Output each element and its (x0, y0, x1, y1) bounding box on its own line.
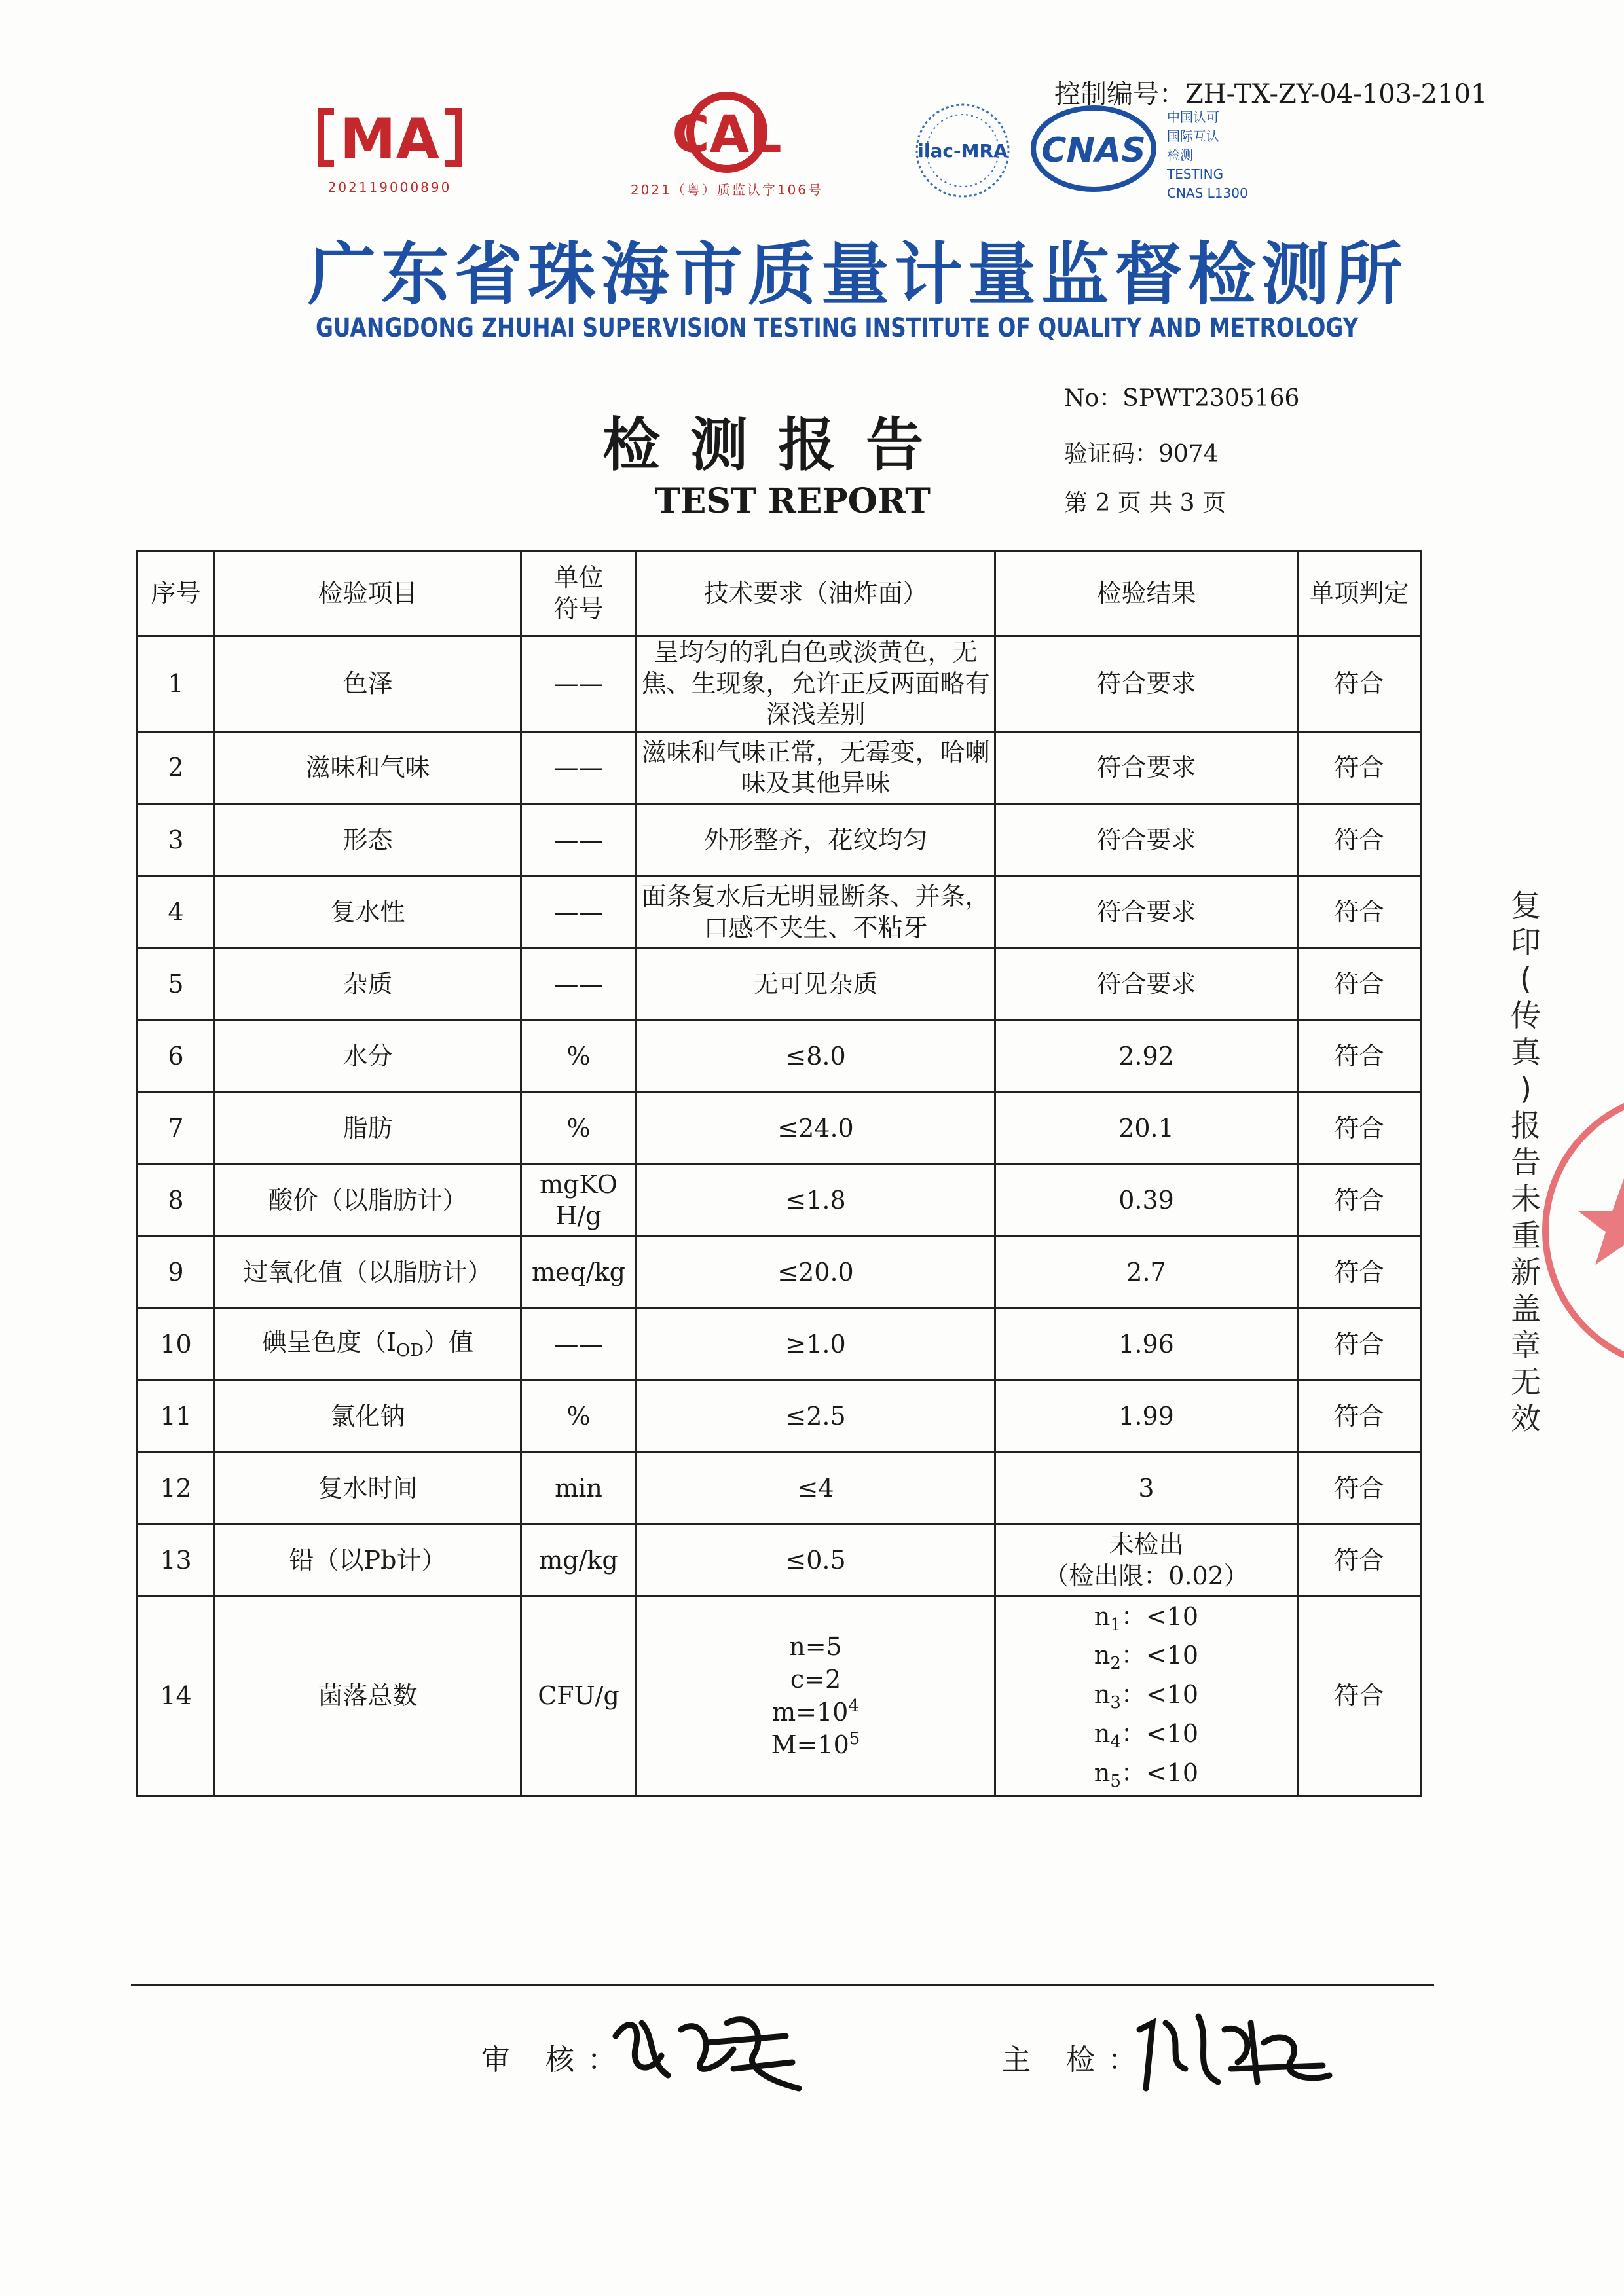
row-unit: —— (521, 1309, 637, 1381)
cnas-side-line: CNAS L1300 (1167, 185, 1248, 201)
row-req-line: c=2 (790, 1664, 841, 1694)
row-unit: —— (521, 732, 637, 805)
row-unit: mg/kg (521, 1525, 637, 1597)
row-item: 杂质 (215, 949, 521, 1021)
row-result: 2.7 (995, 1237, 1298, 1309)
row-item: 滋味和气味 (215, 732, 521, 805)
row-req: ≤1.8 (637, 1165, 995, 1237)
row-unit: —— (521, 877, 637, 949)
row-judge: 符合 (1298, 1237, 1421, 1309)
row-req: ≤24.0 (637, 1093, 995, 1165)
table-row (138, 1165, 1421, 1237)
table-row (138, 877, 1421, 949)
row-result: 符合要求 (995, 949, 1298, 1021)
row-req: 无可见杂质 (637, 949, 995, 1021)
row-item: 水分 (215, 1021, 521, 1093)
header-result: 检验结果 (995, 551, 1298, 636)
row-no: 8 (138, 1165, 215, 1237)
row-result: 0.39 (995, 1165, 1298, 1237)
row-result-text: n (1094, 1719, 1111, 1748)
row-no: 10 (138, 1309, 215, 1381)
row-req-line (641, 1728, 990, 1761)
row-result: 符合要求 (995, 732, 1298, 805)
table-row (138, 1597, 1421, 1796)
row-unit: % (521, 1021, 637, 1093)
verification-code: 验证码：9074 (1064, 441, 1219, 467)
row-req: ≤8.0 (637, 1021, 995, 1093)
row-judge: 符合 (1298, 1309, 1421, 1381)
row-result (995, 1525, 1298, 1597)
ilac-mra-logo (907, 98, 1018, 203)
row-result-line (1000, 1755, 1293, 1795)
cma-logo-text: MA (339, 107, 440, 172)
row-item-text: 碘呈色度（I (261, 1328, 396, 1357)
notice-char: ( (1520, 961, 1532, 996)
notice-char: 告 (1511, 1144, 1541, 1180)
inspector-signature (1126, 2003, 1342, 2102)
row-item: 形态 (215, 805, 521, 877)
row-req-line (641, 1696, 990, 1728)
row-no: 4 (138, 877, 215, 949)
row-judge: 符合 (1298, 877, 1421, 949)
cal-logo-text: CAL (672, 105, 782, 164)
row-req: 外形整齐，花纹均匀 (637, 805, 995, 877)
row-result-subscript: 3 (1110, 1693, 1121, 1713)
row-item: 菌落总数 (215, 1597, 521, 1796)
cnas-side-line: TESTING (1167, 166, 1224, 182)
row-req-superscript: 5 (849, 1729, 860, 1749)
notice-char: 重 (1511, 1218, 1541, 1253)
row-result-text: ：<10 (1120, 1680, 1199, 1709)
row-result-text: n (1094, 1758, 1111, 1787)
cnas-side-line: 检测 (1167, 147, 1193, 163)
header-item: 检验项目 (215, 551, 521, 636)
institute-name-cn: 广东省珠海市质量计量监督检测所 (308, 234, 1409, 314)
row-req: 滋味和气味正常，无霉变，哈喇味及其他异味 (637, 732, 995, 805)
row-judge: 符合 (1298, 1597, 1421, 1796)
table-row (138, 732, 1421, 805)
table-row (138, 1309, 1421, 1381)
row-result-text: n (1094, 1601, 1111, 1631)
row-result-text: n (1094, 1641, 1111, 1670)
table-row (138, 1525, 1421, 1597)
row-req: 面条复水后无明显断条、并条，口感不夹生、不粘牙 (637, 877, 995, 949)
table-row (138, 1093, 1421, 1165)
row-result-line (1000, 1637, 1293, 1677)
row-req: ≥1.0 (637, 1309, 995, 1381)
row-result-line (1000, 1716, 1293, 1755)
row-result-subscript: 2 (1110, 1654, 1121, 1674)
row-item: 复水性 (215, 877, 521, 949)
cnas-logo (1028, 101, 1270, 206)
header-req: 技术要求（油炸面） (637, 551, 995, 636)
table-row (138, 1021, 1421, 1093)
cma-number: 202119000890 (327, 179, 452, 195)
row-result-line: （检出限：0.02） (1044, 1561, 1249, 1590)
row-no: 7 (138, 1093, 215, 1165)
header-unit (521, 551, 637, 636)
row-req (637, 1597, 995, 1796)
row-result-subscript: 5 (1110, 1771, 1121, 1791)
cma-logo (308, 98, 471, 203)
row-unit: % (521, 1093, 637, 1165)
test-results-table (136, 550, 1422, 1797)
notice-char: 盖 (1511, 1291, 1541, 1326)
notice-char: 复 (1511, 888, 1541, 923)
reviewer-signature (602, 1997, 819, 2102)
table-row (138, 949, 1421, 1021)
signature-divider (131, 1984, 1434, 1986)
row-result-line (1000, 1599, 1293, 1638)
row-result: 符合要求 (995, 805, 1298, 877)
cnas-text: CNAS (1041, 131, 1146, 170)
cnas-side-line: 国际互认 (1167, 128, 1219, 144)
header-judge: 单项判定 (1298, 551, 1421, 636)
table-row (138, 1237, 1421, 1309)
row-result-text: ：<10 (1120, 1601, 1199, 1631)
row-req: ≤2.5 (637, 1381, 995, 1453)
row-result-subscript: 4 (1110, 1732, 1121, 1752)
row-req-line: n=5 (789, 1632, 842, 1662)
row-req-superscript: 4 (848, 1696, 859, 1716)
row-result: 2.92 (995, 1021, 1298, 1093)
row-unit: —— (521, 636, 637, 732)
header-no: 序号 (138, 551, 215, 636)
row-result: 20.1 (995, 1093, 1298, 1165)
notice-char: 新 (1511, 1254, 1541, 1290)
notice-char: 真 (1511, 1034, 1541, 1070)
notice-char: 传 (1511, 998, 1541, 1033)
row-judge: 符合 (1298, 1165, 1421, 1237)
row-req: 呈均匀的乳白色或淡黄色，无焦、生现象，允许正反两面略有深浅差别 (637, 636, 995, 732)
row-no: 13 (138, 1525, 215, 1597)
report-title-en: TEST REPORT (655, 481, 931, 521)
row-no: 2 (138, 732, 215, 805)
row-no: 9 (138, 1237, 215, 1309)
row-result-text: n (1094, 1680, 1111, 1709)
cnas-side-text (1167, 108, 1248, 203)
row-no: 6 (138, 1021, 215, 1093)
row-judge: 符合 (1298, 1093, 1421, 1165)
row-judge: 符合 (1298, 805, 1421, 877)
row-judge: 符合 (1298, 1453, 1421, 1525)
row-no: 3 (138, 805, 215, 877)
row-result: 3 (995, 1453, 1298, 1525)
row-result-text: ：<10 (1120, 1641, 1199, 1670)
row-item: 酸价（以脂肪计） (215, 1165, 521, 1237)
official-seal (1486, 1048, 1624, 1388)
row-unit: —— (521, 805, 637, 877)
row-no: 14 (138, 1597, 215, 1796)
row-unit: —— (521, 949, 637, 1021)
row-req: ≤20.0 (637, 1237, 995, 1309)
cnas-side-line: 中国认可 (1167, 109, 1219, 125)
row-item: 铅（以Pb计） (215, 1525, 521, 1597)
inspector-label: 主 检： (1002, 2043, 1150, 2077)
row-result: 符合要求 (995, 877, 1298, 949)
row-judge: 符合 (1298, 1021, 1421, 1093)
header-unit-line1: 单位 (553, 563, 604, 592)
row-unit: mgKOH/g (521, 1165, 637, 1237)
page-indicator: 第 2 页 共 3 页 (1064, 490, 1227, 517)
institute-name-en: GUANGDONG ZHUHAI SUPERVISION TESTING INSTITUTE OF QUALITY AND METROLOGY (316, 313, 1359, 343)
row-result: 1.99 (995, 1381, 1298, 1453)
notice-char: 未 (1511, 1181, 1541, 1216)
row-result (995, 1597, 1298, 1796)
row-result-subscript: 1 (1110, 1614, 1121, 1635)
row-unit: min (521, 1453, 637, 1525)
notice-char: 印 (1511, 924, 1541, 960)
row-result: 符合要求 (995, 636, 1298, 732)
row-no: 1 (138, 636, 215, 732)
row-unit: % (521, 1381, 637, 1453)
row-judge: 符合 (1298, 1381, 1421, 1453)
reviewer-label: 审 核： (481, 2043, 629, 2077)
table-row (138, 805, 1421, 877)
notice-char: ) (1520, 1071, 1532, 1106)
row-item: 脂肪 (215, 1093, 521, 1165)
notice-char: 报 (1511, 1108, 1541, 1143)
row-no: 12 (138, 1453, 215, 1525)
notice-char: 章 (1511, 1328, 1541, 1363)
table-header-row (138, 551, 1421, 636)
row-result-text: ：<10 (1120, 1719, 1199, 1748)
notice-char: 效 (1511, 1401, 1541, 1436)
cal-number: 2021（粤）质监认字106号 (630, 182, 824, 198)
row-result-line: 未检出 (1109, 1530, 1184, 1559)
row-unit: CFU/g (521, 1597, 637, 1796)
row-item (215, 1309, 521, 1381)
row-item-subscript: OD (396, 1341, 424, 1361)
ilac-text: ilac-MRA (917, 140, 1008, 162)
row-item: 复水时间 (215, 1453, 521, 1525)
row-item: 过氧化值（以脂肪计） (215, 1237, 521, 1309)
report-number: No：SPWT2305166 (1064, 385, 1300, 412)
row-item: 色泽 (215, 636, 521, 732)
row-req: ≤4 (637, 1453, 995, 1525)
notice-char: 无 (1511, 1364, 1541, 1400)
row-unit: meq/kg (521, 1237, 637, 1309)
row-no: 5 (138, 949, 215, 1021)
row-result-text: ：<10 (1120, 1758, 1199, 1787)
row-req: ≤0.5 (637, 1525, 995, 1597)
cal-logo (583, 92, 871, 210)
row-judge: 符合 (1298, 636, 1421, 732)
row-result: 1.96 (995, 1309, 1298, 1381)
table-row (138, 1453, 1421, 1525)
row-item: 氯化钠 (215, 1381, 521, 1453)
row-judge: 符合 (1298, 949, 1421, 1021)
table-row (138, 636, 1421, 732)
row-judge: 符合 (1298, 1525, 1421, 1597)
row-item-text: ）值 (424, 1328, 474, 1357)
control-number: 控制编号：ZH-TX-ZY-04-103-2101 (1054, 79, 1488, 109)
report-title-cn: 检测报告 (602, 410, 954, 479)
row-judge: 符合 (1298, 732, 1421, 805)
header-unit-line2: 符号 (553, 594, 604, 623)
row-req-text: M=10 (771, 1730, 849, 1760)
row-no: 11 (138, 1381, 215, 1453)
table-row (138, 1381, 1421, 1453)
row-result-line (1000, 1677, 1293, 1716)
row-req-text: m=10 (772, 1698, 849, 1726)
